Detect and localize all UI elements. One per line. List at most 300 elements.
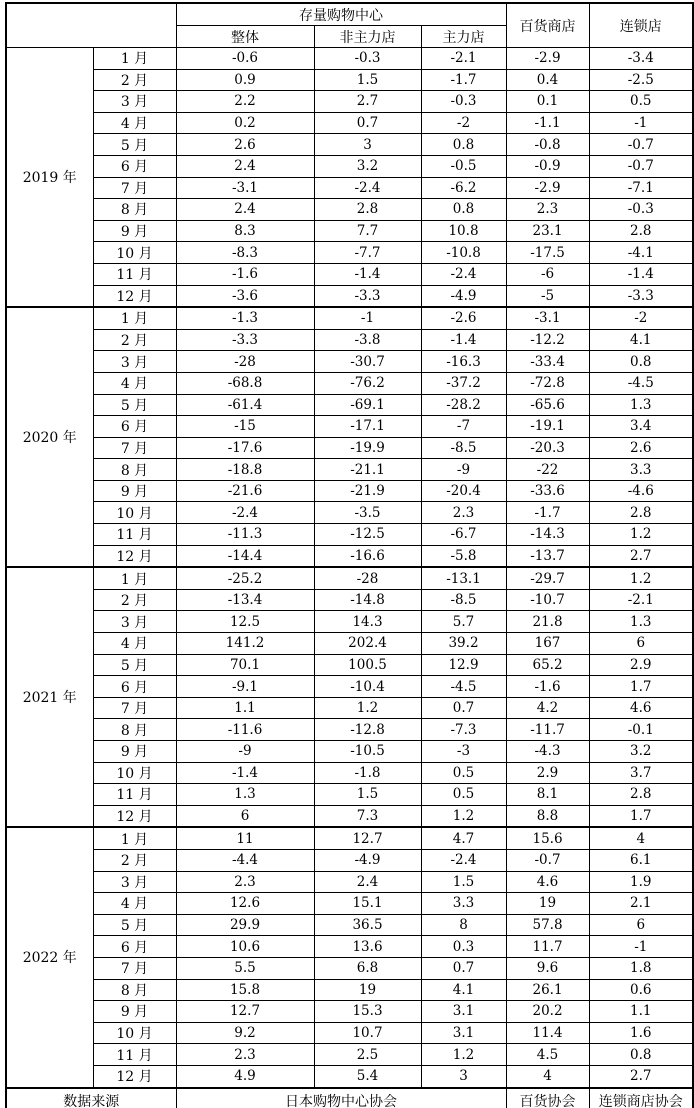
value-cell: 6: [589, 633, 693, 655]
value-cell: -15: [176, 416, 314, 438]
value-cell: 5.7: [421, 611, 506, 633]
table-row: [6, 437, 693, 459]
table-row: [6, 719, 693, 741]
value-cell: -20.4: [421, 480, 506, 502]
value-cell: -3.3: [314, 285, 421, 307]
month-cell: 1 月: [93, 567, 176, 589]
value-cell: -12.5: [314, 524, 421, 546]
value-cell: 19: [314, 979, 421, 1001]
month-cell: 1 月: [93, 48, 176, 70]
value-cell: -0.7: [589, 155, 693, 177]
value-cell: 11.4: [506, 1022, 589, 1044]
value-cell: -4.1: [589, 242, 693, 264]
col-group-shopping-center: 存量购物中心: [176, 3, 506, 26]
value-cell: -2: [589, 307, 693, 329]
month-cell: 3 月: [93, 91, 176, 113]
value-cell: -1.4: [421, 329, 506, 351]
month-cell: 1 月: [93, 307, 176, 329]
value-cell: 0.5: [421, 762, 506, 784]
table-row: [6, 372, 693, 394]
table-header: [6, 3, 693, 48]
value-cell: 2.1: [589, 893, 693, 915]
value-cell: 0.2: [176, 112, 314, 134]
month-cell: 12 月: [93, 545, 176, 567]
value-cell: 10.6: [176, 936, 314, 958]
value-cell: -68.8: [176, 372, 314, 394]
table-row: [6, 589, 693, 611]
source-mall-association: 日本购物中心协会: [176, 1088, 506, 1108]
value-cell: 0.7: [314, 112, 421, 134]
value-cell: -10.5: [314, 741, 421, 763]
month-cell: 3 月: [93, 871, 176, 893]
value-cell: 3: [314, 134, 421, 156]
value-cell: 1.2: [589, 567, 693, 589]
value-cell: 6.1: [589, 849, 693, 871]
table-row: [6, 69, 693, 91]
value-cell: 8: [421, 914, 506, 936]
value-cell: 10.7: [314, 1022, 421, 1044]
value-cell: -20.3: [506, 437, 589, 459]
value-cell: 0.8: [589, 1044, 693, 1066]
month-cell: 2 月: [93, 69, 176, 91]
value-cell: -1.1: [506, 112, 589, 134]
value-cell: 0.5: [589, 91, 693, 113]
value-cell: -10.8: [421, 242, 506, 264]
value-cell: -7.7: [314, 242, 421, 264]
table-footer: [6, 1088, 693, 1108]
value-cell: 14.3: [314, 611, 421, 633]
month-cell: 3 月: [93, 611, 176, 633]
value-cell: -17.6: [176, 437, 314, 459]
table-row: [6, 893, 693, 915]
month-cell: 10 月: [93, 502, 176, 524]
value-cell: -13.4: [176, 589, 314, 611]
value-cell: -2.9: [506, 177, 589, 199]
value-cell: 1.5: [421, 871, 506, 893]
value-cell: 2.9: [506, 762, 589, 784]
table-row: [6, 220, 693, 242]
value-cell: 23.1: [506, 220, 589, 242]
value-cell: 2.4: [314, 871, 421, 893]
value-cell: 3.7: [589, 762, 693, 784]
month-cell: 8 月: [93, 719, 176, 741]
value-cell: -11.3: [176, 524, 314, 546]
value-cell: 11.7: [506, 936, 589, 958]
table-row: [6, 1022, 693, 1044]
table-row: [6, 914, 693, 936]
table-row: [6, 177, 693, 199]
value-cell: 0.3: [421, 936, 506, 958]
value-cell: 3.2: [589, 741, 693, 763]
value-cell: -1.7: [421, 69, 506, 91]
value-cell: 8.1: [506, 784, 589, 806]
month-cell: 9 月: [93, 220, 176, 242]
value-cell: -5: [506, 285, 589, 307]
value-cell: 3.1: [421, 1022, 506, 1044]
month-cell: 4 月: [93, 633, 176, 655]
value-cell: -6: [506, 263, 589, 285]
value-cell: -1.4: [314, 263, 421, 285]
value-cell: 4.5: [506, 1044, 589, 1066]
value-cell: 1.9: [589, 871, 693, 893]
month-cell: 11 月: [93, 784, 176, 806]
value-cell: 15.6: [506, 827, 589, 849]
value-cell: 4.1: [421, 979, 506, 1001]
value-cell: 0.5: [421, 784, 506, 806]
value-cell: -3.1: [506, 307, 589, 329]
value-cell: -3.4: [589, 48, 693, 70]
month-cell: 6 月: [93, 936, 176, 958]
value-cell: 2.8: [314, 199, 421, 221]
table-row: [6, 155, 693, 177]
value-cell: 13.6: [314, 936, 421, 958]
value-cell: 3: [421, 1065, 506, 1087]
value-cell: -2.4: [176, 502, 314, 524]
value-cell: 1.6: [589, 1022, 693, 1044]
value-cell: -11.6: [176, 719, 314, 741]
value-cell: -12.8: [314, 719, 421, 741]
value-cell: 4.7: [421, 827, 506, 849]
value-cell: -28: [314, 567, 421, 589]
value-cell: 19: [506, 893, 589, 915]
source-department-association: 百货协会: [506, 1088, 589, 1108]
month-cell: 3 月: [93, 351, 176, 373]
value-cell: 0.7: [421, 957, 506, 979]
table-row: [6, 936, 693, 958]
value-cell: -13.7: [506, 545, 589, 567]
year-cell: 2020 年: [6, 307, 93, 567]
value-cell: 4.2: [506, 697, 589, 719]
value-cell: 2.6: [176, 134, 314, 156]
table-row: [6, 1001, 693, 1023]
value-cell: -3: [421, 741, 506, 763]
month-cell: 9 月: [93, 741, 176, 763]
value-cell: -2.4: [421, 849, 506, 871]
value-cell: -18.8: [176, 459, 314, 481]
value-cell: 1.1: [176, 697, 314, 719]
value-cell: -1.7: [506, 502, 589, 524]
value-cell: 2.3: [176, 1044, 314, 1066]
value-cell: -0.7: [506, 849, 589, 871]
value-cell: 10.8: [421, 220, 506, 242]
value-cell: -0.1: [589, 719, 693, 741]
value-cell: 2.2: [176, 91, 314, 113]
source-chain-association: 连锁商店协会: [589, 1088, 693, 1108]
value-cell: -1.6: [506, 676, 589, 698]
table-body: [6, 48, 693, 1088]
value-cell: -1.6: [176, 263, 314, 285]
value-cell: 1.1: [589, 1001, 693, 1023]
value-cell: -16.3: [421, 351, 506, 373]
value-cell: 1.3: [176, 784, 314, 806]
value-cell: -11.7: [506, 719, 589, 741]
table-row: [6, 741, 693, 763]
month-cell: 4 月: [93, 112, 176, 134]
value-cell: 4: [506, 1065, 589, 1087]
month-cell: 10 月: [93, 242, 176, 264]
value-cell: -8.5: [421, 589, 506, 611]
value-cell: 15.3: [314, 1001, 421, 1023]
value-cell: -0.8: [506, 134, 589, 156]
value-cell: -17.5: [506, 242, 589, 264]
value-cell: -28.2: [421, 394, 506, 416]
value-cell: 202.4: [314, 633, 421, 655]
value-cell: 2.8: [589, 220, 693, 242]
year-cell: 2022 年: [6, 827, 93, 1087]
month-cell: 8 月: [93, 979, 176, 1001]
table-row: [6, 416, 693, 438]
month-cell: 7 月: [93, 177, 176, 199]
value-cell: 15.1: [314, 893, 421, 915]
month-cell: 5 月: [93, 654, 176, 676]
month-cell: 2 月: [93, 329, 176, 351]
month-cell: 6 月: [93, 416, 176, 438]
table-row: [6, 351, 693, 373]
table-row: [6, 633, 693, 655]
corner-cell: [6, 3, 176, 48]
table-row: [6, 871, 693, 893]
value-cell: -2.4: [421, 263, 506, 285]
table-row: [6, 849, 693, 871]
table-row: [6, 242, 693, 264]
value-cell: 2.4: [176, 199, 314, 221]
table-row: [6, 1065, 693, 1087]
value-cell: 1.7: [589, 676, 693, 698]
table-row: [6, 1044, 693, 1066]
month-cell: 4 月: [93, 372, 176, 394]
value-cell: -3.8: [314, 329, 421, 351]
month-cell: 5 月: [93, 394, 176, 416]
value-cell: -65.6: [506, 394, 589, 416]
value-cell: -33.6: [506, 480, 589, 502]
month-cell: 9 月: [93, 480, 176, 502]
value-cell: -7.1: [589, 177, 693, 199]
value-cell: 0.8: [421, 199, 506, 221]
value-cell: -19.9: [314, 437, 421, 459]
value-cell: 0.8: [421, 134, 506, 156]
value-cell: 141.2: [176, 633, 314, 655]
value-cell: 7.3: [314, 805, 421, 827]
month-cell: 6 月: [93, 676, 176, 698]
table-row: [6, 524, 693, 546]
month-cell: 2 月: [93, 849, 176, 871]
value-cell: -25.2: [176, 567, 314, 589]
value-cell: 26.1: [506, 979, 589, 1001]
col-non-anchor: 非主力店: [314, 26, 421, 48]
value-cell: -37.2: [421, 372, 506, 394]
value-cell: -14.3: [506, 524, 589, 546]
value-cell: -8.3: [176, 242, 314, 264]
data-table: [5, 2, 694, 1108]
value-cell: 3.1: [421, 1001, 506, 1023]
month-cell: 6 月: [93, 155, 176, 177]
value-cell: 7.7: [314, 220, 421, 242]
value-cell: -0.7: [589, 134, 693, 156]
month-cell: 11 月: [93, 263, 176, 285]
month-cell: 12 月: [93, 805, 176, 827]
value-cell: 1.5: [314, 784, 421, 806]
value-cell: -21.9: [314, 480, 421, 502]
table-row: [6, 263, 693, 285]
value-cell: 4: [589, 827, 693, 849]
value-cell: 6: [176, 805, 314, 827]
value-cell: 65.2: [506, 654, 589, 676]
month-cell: 7 月: [93, 957, 176, 979]
value-cell: -4.4: [176, 849, 314, 871]
value-cell: -21.1: [314, 459, 421, 481]
table-row: [6, 611, 693, 633]
value-cell: 8.3: [176, 220, 314, 242]
value-cell: 29.9: [176, 914, 314, 936]
value-cell: 70.1: [176, 654, 314, 676]
value-cell: -10.4: [314, 676, 421, 698]
value-cell: 0.6: [589, 979, 693, 1001]
source-label: 数据来源: [6, 1088, 176, 1108]
value-cell: 36.5: [314, 914, 421, 936]
value-cell: 8.8: [506, 805, 589, 827]
value-cell: 5.4: [314, 1065, 421, 1087]
month-cell: 7 月: [93, 697, 176, 719]
month-cell: 8 月: [93, 199, 176, 221]
value-cell: -1: [314, 307, 421, 329]
value-cell: 1.5: [314, 69, 421, 91]
value-cell: -2.1: [421, 48, 506, 70]
value-cell: -61.4: [176, 394, 314, 416]
value-cell: 3.4: [589, 416, 693, 438]
value-cell: -2.5: [589, 69, 693, 91]
value-cell: -10.7: [506, 589, 589, 611]
value-cell: -0.3: [421, 91, 506, 113]
table-row: [6, 545, 693, 567]
value-cell: 9.6: [506, 957, 589, 979]
value-cell: -9.1: [176, 676, 314, 698]
value-cell: -1.4: [589, 263, 693, 285]
table-row: [6, 134, 693, 156]
table-row: [6, 112, 693, 134]
month-cell: 7 月: [93, 437, 176, 459]
value-cell: -0.6: [176, 48, 314, 70]
value-cell: 57.8: [506, 914, 589, 936]
year-cell: 2021 年: [6, 567, 93, 827]
table-row: [6, 285, 693, 307]
value-cell: 2.5: [314, 1044, 421, 1066]
table-row: [6, 697, 693, 719]
value-cell: -7: [421, 416, 506, 438]
col-overall: 整体: [176, 26, 314, 48]
value-cell: -4.5: [589, 372, 693, 394]
value-cell: -1.8: [314, 762, 421, 784]
table-row: [6, 654, 693, 676]
value-cell: 0.1: [506, 91, 589, 113]
table-row: [6, 307, 693, 329]
table-row: [6, 979, 693, 1001]
month-cell: 5 月: [93, 134, 176, 156]
value-cell: 0.8: [589, 351, 693, 373]
value-cell: 20.2: [506, 1001, 589, 1023]
value-cell: -2.6: [421, 307, 506, 329]
value-cell: 1.3: [589, 394, 693, 416]
value-cell: -21.6: [176, 480, 314, 502]
value-cell: -1.4: [176, 762, 314, 784]
value-cell: 4.1: [589, 329, 693, 351]
col-department-store: 百货商店: [506, 3, 589, 48]
value-cell: -3.6: [176, 285, 314, 307]
value-cell: 1.8: [589, 957, 693, 979]
value-cell: 39.2: [421, 633, 506, 655]
table-row: [6, 784, 693, 806]
value-cell: -19.1: [506, 416, 589, 438]
table-row: [6, 567, 693, 589]
value-cell: 2.8: [589, 502, 693, 524]
value-cell: -0.9: [506, 155, 589, 177]
table-row: [6, 827, 693, 849]
value-cell: -0.3: [314, 48, 421, 70]
value-cell: -2.1: [589, 589, 693, 611]
table-row: [6, 805, 693, 827]
month-cell: 11 月: [93, 524, 176, 546]
table-row: [6, 394, 693, 416]
value-cell: 3.3: [589, 459, 693, 481]
value-cell: 167: [506, 633, 589, 655]
value-cell: 2.7: [589, 545, 693, 567]
value-cell: 100.5: [314, 654, 421, 676]
value-cell: -1: [589, 112, 693, 134]
value-cell: -4.9: [421, 285, 506, 307]
value-cell: 2.3: [421, 502, 506, 524]
value-cell: 2.6: [589, 437, 693, 459]
value-cell: -30.7: [314, 351, 421, 373]
value-cell: 2.7: [314, 91, 421, 113]
value-cell: 12.7: [176, 1001, 314, 1023]
value-cell: -5.8: [421, 545, 506, 567]
value-cell: -7.3: [421, 719, 506, 741]
value-cell: -69.1: [314, 394, 421, 416]
value-cell: -1.3: [176, 307, 314, 329]
table-row: [6, 199, 693, 221]
value-cell: 6: [589, 914, 693, 936]
value-cell: -3.3: [589, 285, 693, 307]
month-cell: 10 月: [93, 762, 176, 784]
table-row: [6, 480, 693, 502]
value-cell: 4.6: [506, 871, 589, 893]
value-cell: 0.9: [176, 69, 314, 91]
table-row: [6, 329, 693, 351]
value-cell: -4.5: [421, 676, 506, 698]
value-cell: 9.2: [176, 1022, 314, 1044]
value-cell: 1.2: [314, 697, 421, 719]
value-cell: 4.6: [589, 697, 693, 719]
value-cell: 12.9: [421, 654, 506, 676]
value-cell: 5.5: [176, 957, 314, 979]
month-cell: 1 月: [93, 827, 176, 849]
value-cell: -0.3: [589, 199, 693, 221]
value-cell: -13.1: [421, 567, 506, 589]
month-cell: 2 月: [93, 589, 176, 611]
header-row-1: [6, 3, 693, 26]
value-cell: -2.4: [314, 177, 421, 199]
value-cell: 2.8: [589, 784, 693, 806]
value-cell: 12.5: [176, 611, 314, 633]
value-cell: -2: [421, 112, 506, 134]
value-cell: 3.3: [421, 893, 506, 915]
value-cell: -33.4: [506, 351, 589, 373]
month-cell: 12 月: [93, 285, 176, 307]
value-cell: -3.1: [176, 177, 314, 199]
value-cell: -6.2: [421, 177, 506, 199]
value-cell: -12.2: [506, 329, 589, 351]
value-cell: -3.3: [176, 329, 314, 351]
value-cell: 0.7: [421, 697, 506, 719]
